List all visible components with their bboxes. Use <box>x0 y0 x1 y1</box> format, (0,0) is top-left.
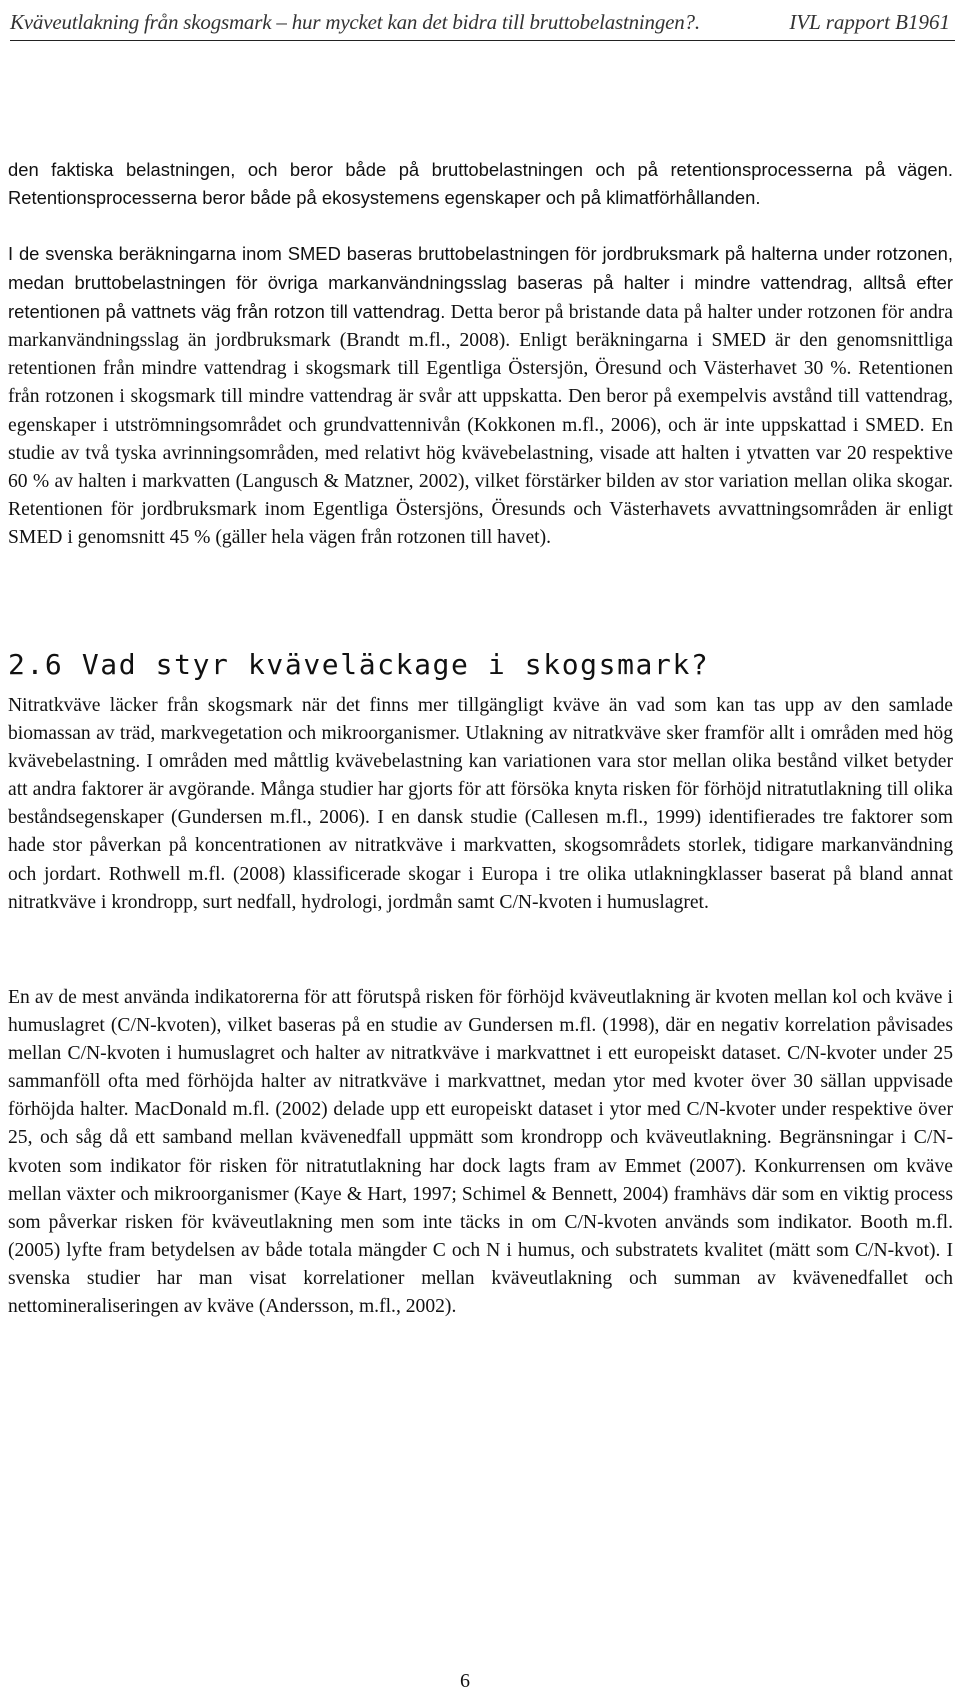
running-title: Kväveutlakning från skogsmark – hur mycket kan det bidra till bruttobelastningen?. <box>10 10 700 34</box>
paragraph-smed-retention <box>8 240 953 552</box>
paragraph-cn-ratio: En av de mest använda indikatorerna för att förutspå risken för förhöjd kväveutlakning är kvoten mellan kol och kväve i humuslagret (C/N-kvoten), vilket baseras på en studie av Gundersen m.fl. (1998), där en negativ korrelation påvisades mellan C/N-kvoten i humuslagret och halter av nitratkväve i markvattnet i ett europeiskt dataset. C/N-kvoter under 25 sammanföll ofta med förhöjda halter av nitratkväve i markvattnet, medan ytor med kvoter över 30 sällan uppvisade förhöjda halter. MacDonald m.fl. (2002) delade upp ett europeiskt dataset i ytor med C/N-kvoter under respektive över 25, och såg då ett samband mellan kvävenedfall uppmätt som krondropp och kväveutlakning. Begränsningar i C/N-kvoten som indikator för risken för nitratutlakning har dock lagts fram av Emmet (2007). Konkurrensen om kväve mellan växter och mikroorganismer (Kaye & Hart, 1997; Schimel & Bennett, 2004) framhävs där som en viktig process som påverkar risken för kväveutlakning men som inte täcks in om C/N-kvoten används som indikator. Booth m.fl. (2005) lyfte fram betydelsen av både totala mängder C och N i humus, och substratets kvalitet (mätt som C/N-kvot). I svenska studier har man visat korrelationer mellan kväveutlakning och summan av kvävenedfallet och nettomineraliseringen av kväve (Andersson, m.fl., 2002). <box>8 987 953 1318</box>
paragraph-smed-sans-part: I de svenska beräkningarna inom SMED baseras bruttobelastningen för jordbruksmark på halterna under rotzonen, medan bruttobelastningen för övriga markanvändningsslag baseras på halter i mindre vattendrag, alltså efter retentionen på vattnets väg från rotzon till vattendrag. <box>8 243 953 323</box>
page-header <box>10 10 955 41</box>
section-heading: 2.6 Vad styr kväveläckage i skogsmark? <box>8 648 710 681</box>
page-number: 6 <box>460 1670 470 1692</box>
report-number: IVL rapport B1961 <box>789 10 950 34</box>
paragraph-intro: den faktiska belastningen, och beror både på bruttobelastningen och på retentionsprocesserna på vägen. Retentionsprocesserna beror både på ekosystemens egenskaper och på klimatförhållanden. <box>8 159 953 209</box>
paragraph-smed-serif-part: Detta beror på bristande data på halter under rotzonen för andra markanvändningsslag än jordbruksmark (Brandt m.fl., 2008). Enligt beräkningarna i SMED är den genomsnittliga retentionen från mindre vattendrag i skogsmark till Egentliga Östersjön, Öresund och Västerhavet 30 %. Retentionen från rotzonen i skogsmark till mindre vattendrag är svår att uppskatta. Den beror på exempelvis avstånd till vattendrag, egenskaper i utströmningsområdet och grundvattennivån (Kokkonen m.fl., 2006), och är inte uppskattad i SMED. En studie av två tyska avrinningsområden, med relativt hög kvävebelastning, visade att halten i ytvatten var 20 respektive 60 % av halten i markvatten (Langusch & Matzner, 2002), vilket förstärker bilden av stor variation mellan olika skogar. Retentionen för jordbruksmark inom Egentliga Östersjöns, Öresunds och Västerhavets avvattningsområden är enligt SMED i genomsnitt 45 % (gäller hela vägen från rotzonen till havet). <box>8 302 953 548</box>
paragraph-nitrate-leaching: Nitratkväve läcker från skogsmark när det finns mer tillgängligt kväve än vad som kan tas upp av den samlade biomassan av träd, markvegetation och mikroorganismer. Utlakning av nitratkväve sker framför allt i områden med hög kvävebelastning. I områden med måttlig kvävebelastning kan variationen vara stor mellan olika bestånd vilket betyder att andra faktorer är avgörande. Många studier har gjorts för att försöka knyta risken för förhöjd nitratutlakning till olika beståndsegenskaper (Gundersen m.fl., 2006). I en dansk studie (Callesen m.fl., 1999) identifierades tre faktorer som hade stor påverkan på koncentrationen av nitratkväve i markvatten, skogsområdets storlek, tidigare markanvändning och jordart. Rothwell m.fl. (2008) klassificerade skogar i Europa i tre olika utlakningklasser baserat på bland annat nitratkväve i krondropp, surt nedfall, hydrologi, jordmån samt C/N-kvoten i humuslagret. <box>8 695 953 913</box>
